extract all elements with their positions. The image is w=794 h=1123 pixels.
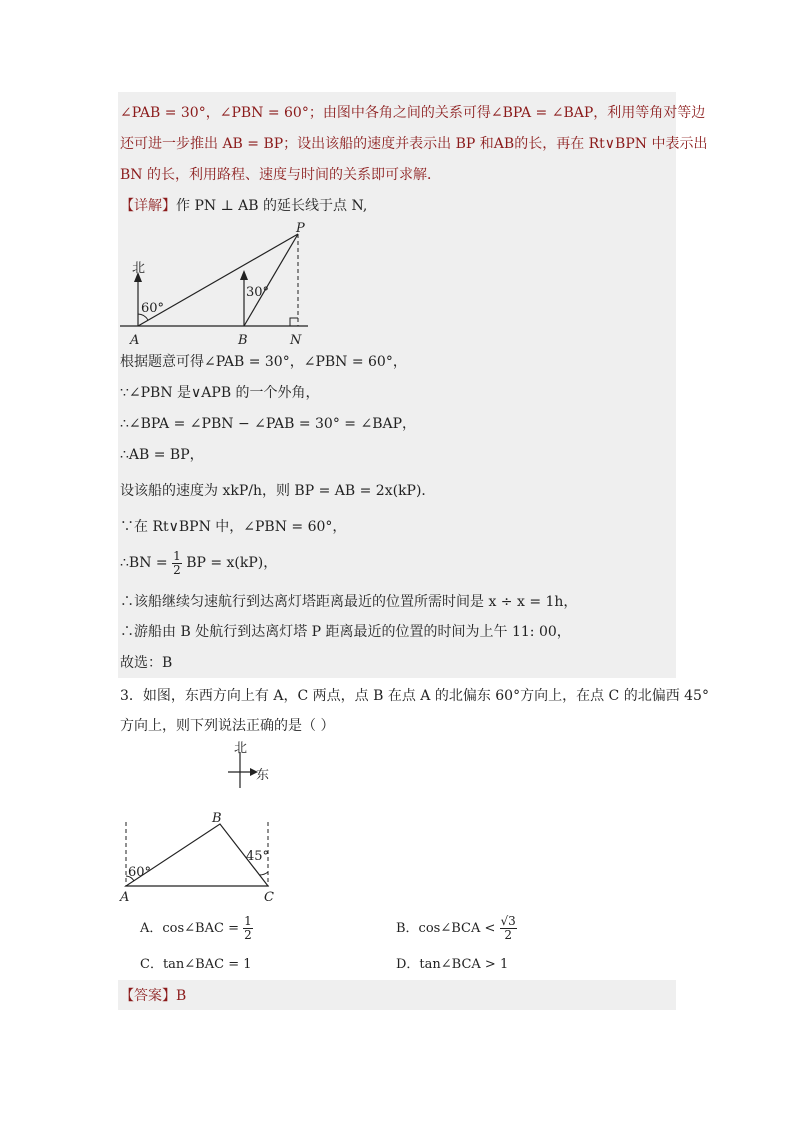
- step-1: 根据题意可得∠PAB = 30°，∠PBN = 60°，: [120, 354, 407, 370]
- detail-heading: 【详解】: [120, 198, 176, 214]
- option-d[interactable]: D．tan∠BCA > 1: [396, 957, 509, 972]
- angle-label-a: 60°: [141, 301, 165, 316]
- analysis-line-2: 还可进一步推出 AB = BP；设出该船的速度并表示出 BP 和AB的长，再在 Rt∨BPN 中表示出: [120, 136, 708, 152]
- north-label-fig1: 北: [132, 261, 146, 276]
- step-3: ∴∠BPA = ∠PBN − ∠PAB = 30° = ∠BAP，: [120, 416, 417, 432]
- option-c[interactable]: C．tan∠BAC = 1: [140, 957, 252, 972]
- question3-line-1: 3．如图，东西方向上有 A，C 两点，点 B 在点 A 的北偏东 60°方向上，在点 C 的北偏西 45°: [120, 688, 709, 704]
- point-label-p: P: [296, 221, 305, 236]
- compass-icon: [222, 738, 282, 790]
- compass-east-label: 东: [256, 768, 270, 783]
- right-angle-mark: [290, 318, 298, 326]
- angle-label-b: 30°: [246, 285, 270, 300]
- figure-ship-lighthouse: [118, 218, 318, 350]
- step-6: ∵在 Rt∨BPN 中，∠PBN = 60°，: [120, 519, 347, 535]
- analysis-line-1: ∠PAB = 30°，∠PBN = 60°；由图中各角之间的关系可得∠BPA = ∠BAP，利用等角对等边: [120, 105, 706, 121]
- tri-label-a: A: [120, 890, 130, 905]
- point-label-n: N: [290, 333, 302, 348]
- north-arrowhead-b: [240, 270, 248, 280]
- option-a-fraction: [243, 915, 253, 942]
- answer-band: [118, 980, 676, 1010]
- option-a-num: 1: [244, 914, 252, 928]
- step-4: ∴AB = BP，: [120, 447, 204, 463]
- tri-label-b: B: [212, 811, 222, 826]
- point-label-a: A: [130, 333, 140, 348]
- point-label-b: B: [238, 333, 248, 348]
- step-bn-suffix: BP = x(kP)，: [186, 555, 278, 571]
- step-bn: [120, 548, 277, 578]
- compass-north-label: 北: [234, 741, 248, 756]
- line-bp: [244, 234, 298, 326]
- fraction-half-den: 2: [173, 562, 181, 577]
- step-5: 设该船的速度为 xkP/h，则 BP = AB = 2x(kP)．: [120, 483, 436, 499]
- step-2: ∵∠PBN 是∨APB 的一个外角，: [120, 385, 320, 401]
- answer-line: [120, 986, 186, 1006]
- option-b[interactable]: [396, 914, 517, 944]
- step-bn-prefix: ∴BN =: [120, 555, 168, 571]
- option-b-fraction: [500, 915, 517, 942]
- figure-triangle-abc: [116, 808, 286, 908]
- answer-text: 【答案】B: [120, 988, 187, 1004]
- option-b-num: √3: [500, 914, 516, 928]
- fraction-half-num: 1: [173, 548, 181, 563]
- option-b-den: 2: [504, 928, 512, 942]
- option-a-den: 2: [244, 928, 252, 942]
- tri-angle-60: 60°: [128, 865, 152, 880]
- angle-arc-45: [259, 872, 268, 875]
- step-time: ∴该船继续匀速航行到达离灯塔距离最近的位置所需时间是 x ÷ x = 1h，: [120, 594, 578, 610]
- fraction-half: [172, 550, 182, 577]
- tri-angle-45: 45°: [246, 849, 270, 864]
- option-a[interactable]: [140, 914, 253, 944]
- detail-intro: 作 PN ⊥ AB 的延长线于点 N,: [176, 198, 368, 214]
- option-a-prefix: A．cos∠BAC =: [140, 921, 239, 936]
- question3-line-2: 方向上，则下列说法正确的是（ ）: [120, 718, 335, 734]
- choice-line: 故选：B: [120, 655, 173, 671]
- analysis-line-3: BN 的长，利用路程、速度与时间的关系即可求解．: [120, 167, 441, 183]
- option-b-prefix: B．cos∠BCA <: [396, 921, 496, 936]
- step-conclusion: ∴游船由 B 处航行到达离灯塔 P 距离最近的位置的时间为上午 11: 00，: [120, 624, 571, 640]
- detail-intro-line: [120, 196, 367, 216]
- tri-label-c: C: [264, 890, 274, 905]
